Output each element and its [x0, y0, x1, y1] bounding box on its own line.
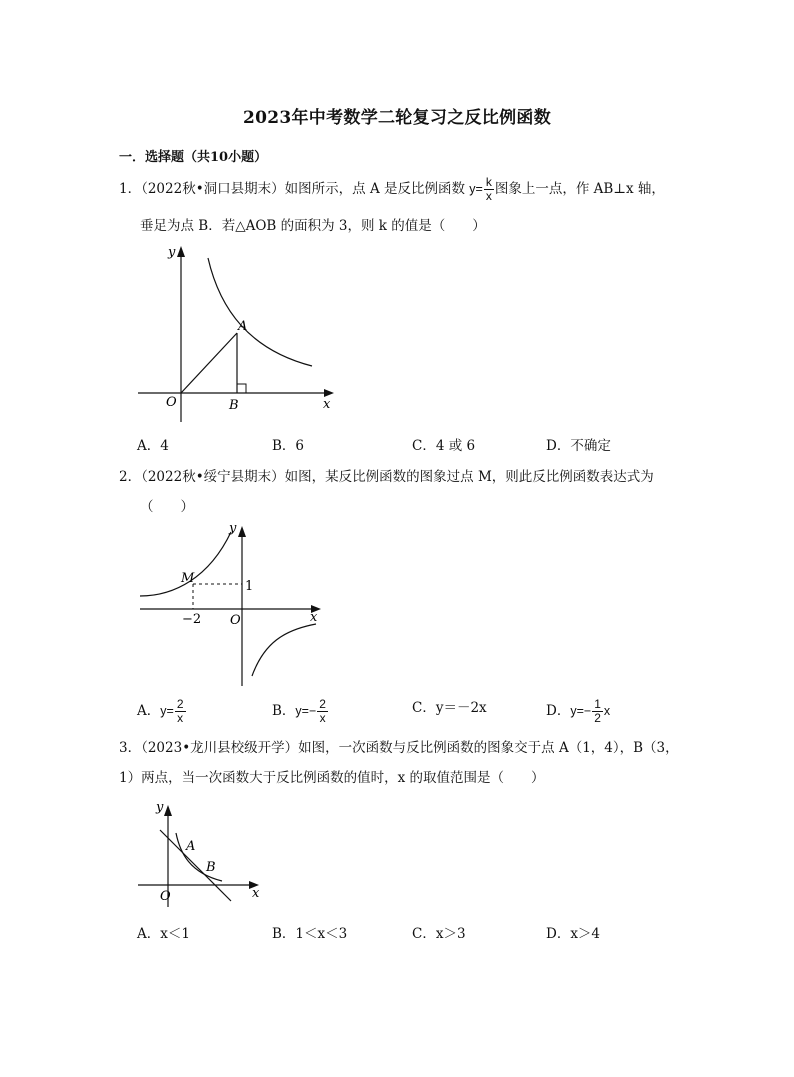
q3-option-c[interactable]: C．x＞3 [412, 926, 466, 942]
q2-option-d-tail: x [603, 704, 611, 718]
q3-option-a[interactable]: A．x＜1 [137, 926, 190, 942]
q2-option-d[interactable] [546, 698, 610, 725]
q2-option-b-label: B． [272, 703, 296, 719]
q2-option-d-den: 2 [594, 711, 601, 725]
q1-x-arrow [324, 389, 334, 397]
q2-option-a-den: x [177, 711, 184, 725]
q2-option-a-fraction [175, 698, 186, 725]
q2-option-d-num: 1 [594, 697, 601, 711]
q3-figure [130, 795, 270, 910]
q2-label-y: y [229, 521, 237, 536]
q1-func-y: y= [469, 182, 483, 196]
q3-y-arrow [164, 805, 172, 816]
q1-stem-line1 [119, 176, 665, 203]
q1-label-y: y [168, 245, 176, 260]
q2-option-b-fraction [317, 698, 328, 725]
q2-stem-line2: （ ） [140, 499, 194, 515]
q2-option-a-label: A． [137, 703, 161, 719]
q2-option-b-y: y=− [295, 704, 317, 718]
q1-stem-line2: 垂足为点 B．若△AOB 的面积为 3，则 k 的值是（ ） [140, 218, 486, 234]
q1-text-pre: 1．（2022秋•洞口县期末）如图所示，点 A 是反比例函数 [119, 181, 470, 197]
q1-func-den: x [485, 189, 492, 203]
q3-stem-line1: 3．（2023•龙川县校级开学）如图，一次函数与反比例函数的图象交于点 A（1，4），B（3， [119, 740, 679, 756]
q3-label-B: B [206, 860, 216, 875]
q2-option-d-label: D． [546, 703, 571, 719]
q3-option-b[interactable]: B．1＜x＜3 [272, 926, 348, 942]
q1-segment-OA [181, 333, 237, 393]
q1-text-post: 图象上一点，作 AB⊥x 轴， [494, 181, 665, 197]
q2-option-a[interactable] [137, 698, 187, 725]
q1-option-d[interactable]: D．不确定 [546, 438, 611, 454]
section-heading: 一．选择题（共10小题） [119, 150, 268, 165]
q2-option-c[interactable]: C．y＝－2x [412, 700, 487, 716]
q1-label-B: B [229, 398, 239, 413]
q3-stem-line2: 1）两点，当一次函数大于反比例函数的值时，x 的取值范围是（ ） [119, 770, 545, 786]
q1-option-b[interactable]: B．6 [272, 438, 305, 454]
q2-option-d-y: y=− [570, 704, 592, 718]
q1-option-c[interactable]: C．4 或 6 [412, 438, 476, 454]
q2-label-x: x [310, 610, 318, 625]
q1-y-arrow [177, 246, 185, 257]
q2-option-d-fraction [592, 698, 603, 725]
q1-figure [130, 240, 340, 425]
q2-stem-line1: 2．（2022秋•绥宁县期末）如图，某反比例函数的图象过点 M，则此反比例函数表达式为 [119, 469, 654, 485]
q1-label-O: O [166, 395, 177, 410]
q2-label-M: M [181, 571, 195, 586]
q3-label-A: A [186, 839, 196, 854]
page-title: 2023年中考数学二轮复习之反比例函数 [242, 108, 551, 128]
q2-label-1: 1 [245, 579, 254, 594]
q2-option-b[interactable] [272, 698, 329, 725]
q2-hyperbola-right [252, 624, 316, 676]
q2-label-O: O [230, 613, 241, 628]
q3-label-O: O [160, 889, 171, 904]
q2-option-b-num: 2 [319, 697, 326, 711]
q3-option-d[interactable]: D．x＞4 [546, 926, 601, 942]
q1-option-a[interactable]: A．4 [137, 438, 169, 454]
q3-label-y: y [156, 800, 164, 815]
q1-hyperbola [208, 258, 312, 366]
q2-option-b-den: x [319, 711, 326, 725]
q2-option-a-num: 2 [176, 697, 184, 711]
q1-right-angle-mark [237, 384, 246, 393]
q2-label-minus2: −2 [182, 612, 202, 627]
q2-hyperbola-left [140, 532, 231, 596]
q3-label-x: x [252, 886, 260, 901]
q1-label-A: A [238, 319, 248, 334]
q1-func-fraction [484, 176, 494, 203]
q1-func-num: k [485, 175, 492, 189]
q1-label-x: x [323, 397, 331, 412]
q2-figure [134, 518, 334, 690]
q2-option-a-y: y= [160, 704, 174, 718]
q2-y-arrow [238, 526, 246, 537]
